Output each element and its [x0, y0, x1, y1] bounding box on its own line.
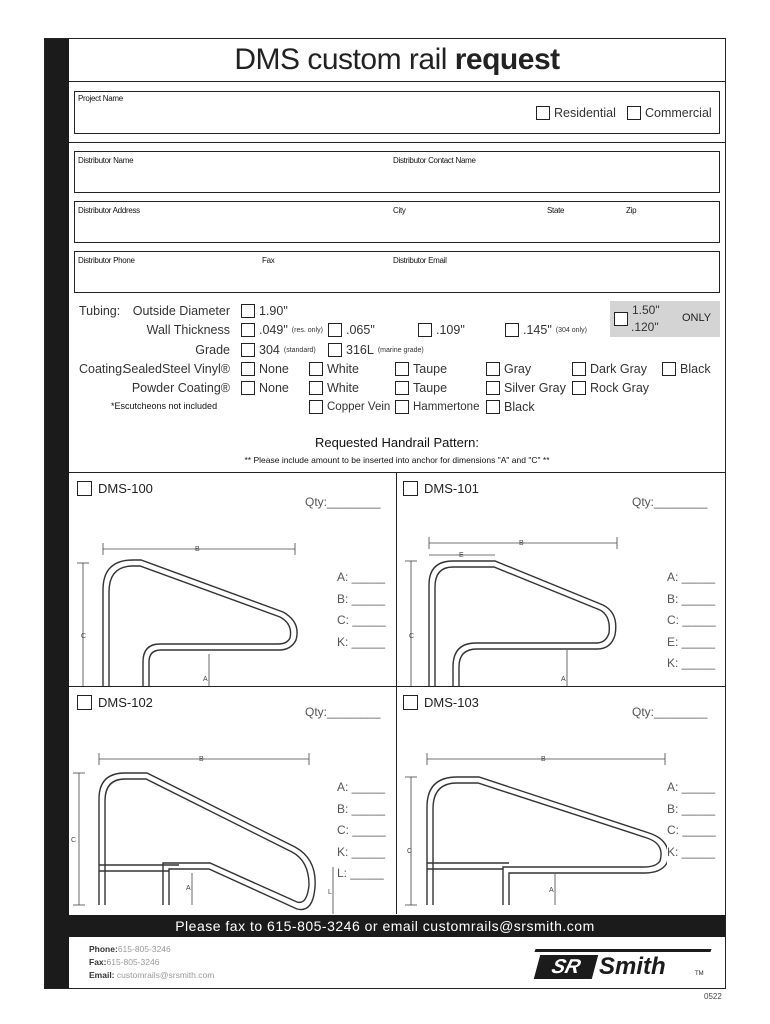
- dim-b-label: B: [199, 756, 204, 763]
- dms-102-option[interactable]: DMS-102: [77, 695, 153, 710]
- panel-dms-101: [397, 473, 727, 686]
- special-size-box[interactable]: 1.50" .120" ONLY: [610, 301, 720, 337]
- pattern-note: ** Please include amount to be inserted into anchor for dimensions "A" and "C" **: [244, 455, 550, 465]
- wt-049-checkbox[interactable]: [241, 323, 255, 337]
- dms-100-diagram: [69, 473, 339, 686]
- wt-145-checkbox[interactable]: [505, 323, 519, 337]
- form-sidebar: [45, 39, 69, 988]
- wt-109-option[interactable]: .109": [418, 323, 465, 337]
- project-name-field[interactable]: [74, 91, 720, 134]
- wt-109-checkbox[interactable]: [418, 323, 432, 337]
- powder-black[interactable]: Black: [486, 400, 535, 414]
- sr-smith-logo: [535, 945, 715, 981]
- dim-a-label: A: [561, 676, 566, 683]
- panel-dms-102: [69, 687, 396, 914]
- panel-dms-103: [397, 687, 727, 914]
- dim-a-label: A: [549, 887, 554, 894]
- dim-c-label: C: [409, 633, 415, 640]
- powder-copper-vein[interactable]: Copper Vein: [309, 400, 390, 414]
- contact-info: Phone:615-805-3246 Fax:615-805-3246 Email: customrails@srsmith.com: [89, 944, 215, 980]
- fax-label: Fax: [262, 256, 275, 265]
- distributor-phone-label: Distributor Phone: [78, 256, 135, 265]
- form-code: 0522: [704, 992, 722, 1001]
- state-label: State: [547, 206, 565, 215]
- powder-silver-gray-checkbox[interactable]: [486, 381, 500, 395]
- dms-103-dims[interactable]: A: _____ B: _____ C: _____ K: _____: [667, 780, 716, 859]
- powder-none-checkbox[interactable]: [241, 381, 255, 395]
- powder-taupe[interactable]: Taupe: [395, 381, 447, 395]
- residential-checkbox[interactable]: [536, 106, 550, 120]
- tubing-label: Tubing:: [79, 304, 121, 318]
- divider: [69, 81, 725, 82]
- distributor-contact-label: Distributor Contact Name: [393, 156, 476, 165]
- vinyl-white-checkbox[interactable]: [309, 362, 323, 376]
- logo-sr: SR: [534, 955, 598, 979]
- dms-103-qty[interactable]: Qty:________: [632, 705, 708, 719]
- pattern-heading: Requested Handrail Pattern:: [314, 435, 480, 450]
- vinyl-label: SealedSteel Vinyl®: [123, 362, 230, 376]
- wt-065-checkbox[interactable]: [328, 323, 342, 337]
- od-190-option[interactable]: 1.90": [241, 304, 288, 318]
- page-title: DMS custom rail request: [234, 43, 560, 76]
- powder-white[interactable]: White: [309, 381, 359, 395]
- distributor-name-label: Distributor Name: [78, 156, 134, 165]
- rail-request-form: [44, 38, 726, 989]
- od-190-checkbox[interactable]: [241, 304, 255, 318]
- commercial-checkbox[interactable]: [627, 106, 641, 120]
- powder-taupe-checkbox[interactable]: [395, 381, 409, 395]
- dms-100-qty[interactable]: Qty:________: [305, 495, 381, 509]
- dim-l-label: L: [328, 889, 332, 896]
- distributor-address-row[interactable]: [74, 201, 720, 243]
- dim-c-label: C: [81, 633, 87, 640]
- footer-bar: Please fax to 615-805-3246 or email customrails@srsmith.com: [45, 915, 725, 937]
- wt-065-option[interactable]: .065": [328, 323, 375, 337]
- powder-black-checkbox[interactable]: [486, 400, 500, 414]
- wt-049-option[interactable]: .049" (res. only): [241, 323, 323, 337]
- wall-thickness-label: Wall Thickness: [146, 323, 230, 337]
- dim-b-label: B: [541, 756, 546, 763]
- powder-none[interactable]: None: [241, 381, 289, 395]
- vinyl-dark-gray[interactable]: Dark Gray: [572, 362, 647, 376]
- grade-316-checkbox[interactable]: [328, 343, 342, 357]
- vinyl-taupe-checkbox[interactable]: [395, 362, 409, 376]
- dms-102-dims[interactable]: A: _____ B: _____ C: _____ K: _____ L: _____: [337, 780, 386, 880]
- residential-option[interactable]: Residential: [536, 106, 616, 120]
- vinyl-none[interactable]: None: [241, 362, 289, 376]
- powder-label: Powder Coating®: [131, 381, 230, 395]
- powder-hammertone-checkbox[interactable]: [395, 400, 409, 414]
- special-size-checkbox[interactable]: [614, 312, 628, 326]
- grade-316-option[interactable]: 316L (marine grade): [328, 343, 424, 357]
- project-name-label: Project Name: [78, 94, 123, 103]
- dms-101-option[interactable]: DMS-101: [403, 481, 479, 496]
- vinyl-black-checkbox[interactable]: [662, 362, 676, 376]
- dim-a-label: A: [203, 676, 208, 683]
- powder-rock-gray[interactable]: Rock Gray: [572, 381, 649, 395]
- dim-b-label: B: [195, 546, 200, 553]
- dim-e-label: E: [459, 552, 464, 559]
- zip-label: Zip: [626, 206, 637, 215]
- dms-101-diagram: [397, 473, 667, 686]
- distributor-name-row[interactable]: [74, 151, 720, 193]
- dim-a-label: A: [186, 885, 191, 892]
- distributor-address-label: Distributor Address: [78, 206, 140, 215]
- dms-101-qty[interactable]: Qty:________: [632, 495, 708, 509]
- divider: [69, 142, 725, 143]
- escutcheon-note: *Escutcheons not included: [111, 401, 218, 411]
- distributor-email-label: Distributor Email: [393, 256, 447, 265]
- powder-rock-gray-checkbox[interactable]: [572, 381, 586, 395]
- city-label: City: [393, 206, 406, 215]
- dms-101-dims[interactable]: A: _____ B: _____ C: _____ E: _____ K: _____: [667, 570, 716, 670]
- wt-145-option[interactable]: .145" (304 only): [505, 323, 587, 337]
- dms-103-diagram: [397, 687, 667, 914]
- vinyl-black[interactable]: Black: [662, 362, 711, 376]
- powder-silver-gray[interactable]: Silver Gray: [486, 381, 566, 395]
- outside-diameter-label: Outside Diameter: [132, 304, 230, 318]
- dim-c-label: C: [407, 848, 413, 855]
- dim-b-label: B: [519, 540, 524, 547]
- dms-102-diagram: [69, 687, 339, 914]
- vinyl-none-checkbox[interactable]: [241, 362, 255, 376]
- commercial-option[interactable]: Commercial: [627, 106, 712, 120]
- vinyl-gray-checkbox[interactable]: [486, 362, 500, 376]
- logo-smith: Smith: [599, 953, 666, 980]
- powder-copper-vein-checkbox[interactable]: [309, 400, 323, 414]
- panel-dms-100: [69, 473, 396, 686]
- vinyl-taupe[interactable]: Taupe: [395, 362, 447, 376]
- vinyl-dark-gray-checkbox[interactable]: [572, 362, 586, 376]
- grade-304-option[interactable]: 304 (standard): [241, 343, 316, 357]
- distributor-phone-row[interactable]: [74, 251, 720, 293]
- vinyl-white[interactable]: White: [309, 362, 359, 376]
- dms-102-qty[interactable]: Qty:________: [305, 705, 381, 719]
- vinyl-gray[interactable]: Gray: [486, 362, 531, 376]
- logo-tm: TM: [695, 971, 704, 977]
- dms-100-option[interactable]: DMS-100: [77, 481, 153, 496]
- powder-hammertone[interactable]: Hammertone: [395, 400, 479, 414]
- coating-label: Coating:: [79, 362, 126, 376]
- grade-304-checkbox[interactable]: [241, 343, 255, 357]
- dms-103-option[interactable]: DMS-103: [403, 695, 479, 710]
- dms-100-dims[interactable]: A: _____ B: _____ C: _____ K: _____: [337, 570, 386, 649]
- grade-label: Grade: [195, 343, 230, 357]
- powder-white-checkbox[interactable]: [309, 381, 323, 395]
- dim-c-label: C: [71, 837, 77, 844]
